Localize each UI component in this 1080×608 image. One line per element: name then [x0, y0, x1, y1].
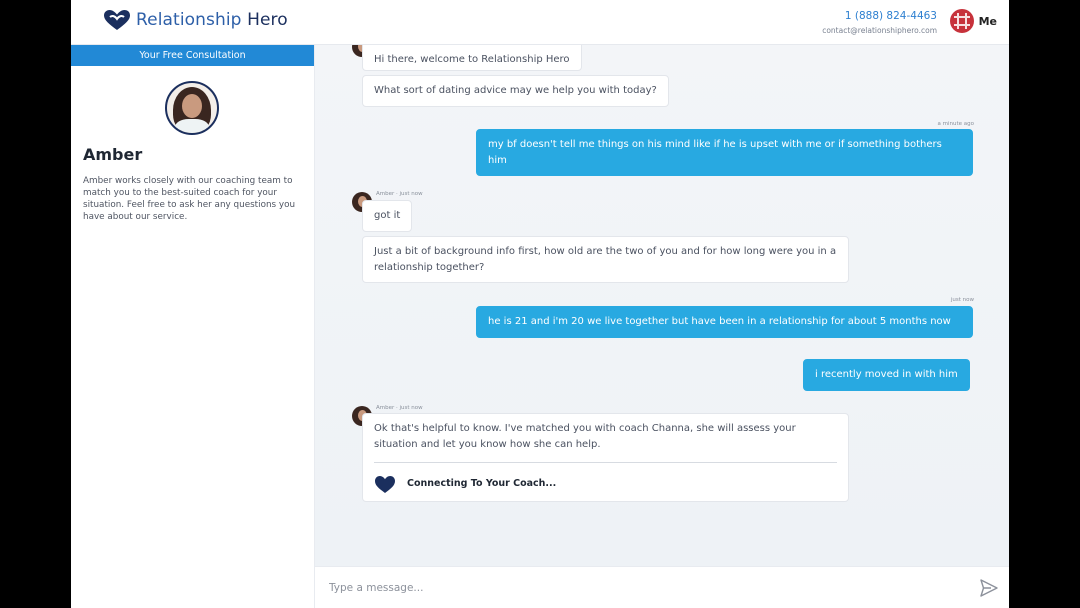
send-icon[interactable] [979, 578, 999, 598]
user-avatar[interactable] [950, 9, 974, 33]
agent-message: What sort of dating advice may we help you with today? [362, 75, 669, 107]
agent-message: got it [362, 200, 412, 232]
user-message: he is 21 and i'm 20 we live together but have been in a relationship for about 5 months now [476, 306, 973, 338]
connecting-label: Connecting To Your Coach... [407, 478, 557, 490]
user-message: my bf doesn't tell me things on his mind like if he is upset with me or if something bothers him [476, 129, 973, 176]
heart-logo-icon [103, 9, 131, 31]
chat-panel[interactable] [315, 45, 1009, 566]
phone-link[interactable]: 1 (888) 824-4463 [844, 10, 937, 22]
profile-bio: Amber works closely with our coaching team to match you to the best-suited coach for your situation. Feel free to ask her any questions you have about our service. [83, 176, 296, 222]
agent-message: Just a bit of background info first, how old are the two of you and for how long were you in a relationship together? [362, 236, 849, 283]
contact-info [822, 9, 937, 35]
user-message: i recently moved in with him [803, 359, 970, 391]
message-timestamp: just now [950, 297, 974, 303]
brand-name [136, 10, 288, 30]
brand-first: Relationship [136, 10, 242, 30]
app-window [71, 0, 1009, 608]
agent-message-text: Ok that's helpful to know. I've matched you with coach Channa, she will assess your situation and let you know how she can help. [374, 423, 796, 450]
email-link[interactable]: contact@relationshiphero.com [822, 26, 937, 35]
sidebar [71, 45, 315, 608]
agent-message-card [362, 413, 849, 502]
message-timestamp: a minute ago [937, 121, 974, 127]
user-menu[interactable] [950, 9, 997, 33]
connecting-status [374, 473, 837, 495]
top-header [71, 0, 1009, 45]
consultation-banner: Your Free Consultation [71, 45, 314, 66]
message-input[interactable] [329, 578, 929, 598]
brand-logo[interactable] [103, 9, 288, 31]
user-label[interactable]: Me [978, 14, 997, 28]
brand-second: Hero [247, 10, 288, 30]
agent-message: Hi there, welcome to Relationship Hero [362, 45, 582, 71]
card-divider [374, 462, 837, 463]
message-sender-meta: Amber · just now [376, 191, 423, 197]
profile-photo [165, 81, 219, 135]
heart-icon [374, 475, 396, 494]
profile-name: Amber [83, 145, 143, 164]
message-sender-meta: Amber · just now [376, 405, 423, 411]
message-composer [315, 566, 1009, 608]
